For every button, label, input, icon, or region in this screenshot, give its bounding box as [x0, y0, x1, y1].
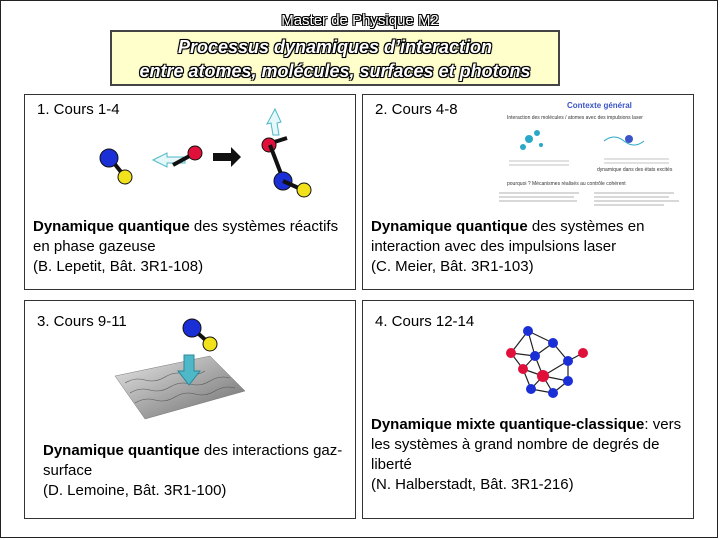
- desc-rest: des systèmes réactifs en phase gazeuse: [33, 218, 339, 255]
- course-label: 3. Cours 9-11: [37, 313, 127, 330]
- lecturer: (B. Lepetit, Bât. 3R1-108): [33, 258, 204, 275]
- desc-bold: Dynamique quantique: [33, 218, 190, 235]
- panel-course-4: [362, 300, 694, 519]
- desc-rest: des interactions gaz-surface: [43, 442, 343, 479]
- title-line-1: Processus dynamiques d’interaction: [177, 37, 493, 57]
- thumbnail-text-lines: [489, 189, 689, 219]
- course-label: 1. Cours 1-4: [37, 101, 120, 118]
- gas-surface-illustration: [25, 301, 355, 431]
- title-line-2: entre atomes, molécules, surfaces et photons: [139, 61, 531, 81]
- lecturer: (C. Meier, Bât. 3R1-103): [371, 258, 534, 275]
- lecturer: (N. Halberstadt, Bât. 3R1-216): [371, 476, 574, 493]
- course-label: 4. Cours 12-14: [375, 313, 475, 330]
- slide-title: [110, 30, 560, 86]
- thumbnail-title: Contexte général: [567, 101, 632, 110]
- desc-rest: : vers les systèmes à grand nombre de degrés de liberté: [371, 416, 682, 473]
- desc-bold: Dynamique mixte quantique-classique: [371, 416, 645, 433]
- thumbnail-line: Interaction des molécules / atomes avec des impulsions laser: [507, 115, 643, 121]
- panel-description: [371, 415, 693, 495]
- reaction-illustration: [25, 95, 355, 215]
- lecturer: (D. Lemoine, Bât. 3R1-100): [43, 482, 227, 499]
- panel-description: [371, 217, 693, 277]
- panel-description: [33, 217, 353, 277]
- course-label: 2. Cours 4-8: [375, 101, 458, 118]
- slide-subtitle: Master de Physique M2: [281, 12, 439, 29]
- desc-bold: Dynamique quantique: [43, 442, 200, 459]
- panel-course-2: [362, 94, 694, 290]
- cluster-illustration: [363, 301, 693, 411]
- lecture-thumbnail: [487, 97, 692, 217]
- desc-rest: des systèmes en interaction avec des impulsions laser: [371, 218, 645, 255]
- desc-bold: Dynamique quantique: [371, 218, 528, 235]
- panel-course-1: [24, 94, 356, 290]
- panel-course-3: [24, 300, 356, 519]
- panel-description: [43, 441, 353, 501]
- thumbnail-line: dynamique dans des états excités: [597, 167, 673, 173]
- thumbnail-line: pourquoi ? Mécanismes réalisés au contrôle cohérent: [507, 181, 626, 187]
